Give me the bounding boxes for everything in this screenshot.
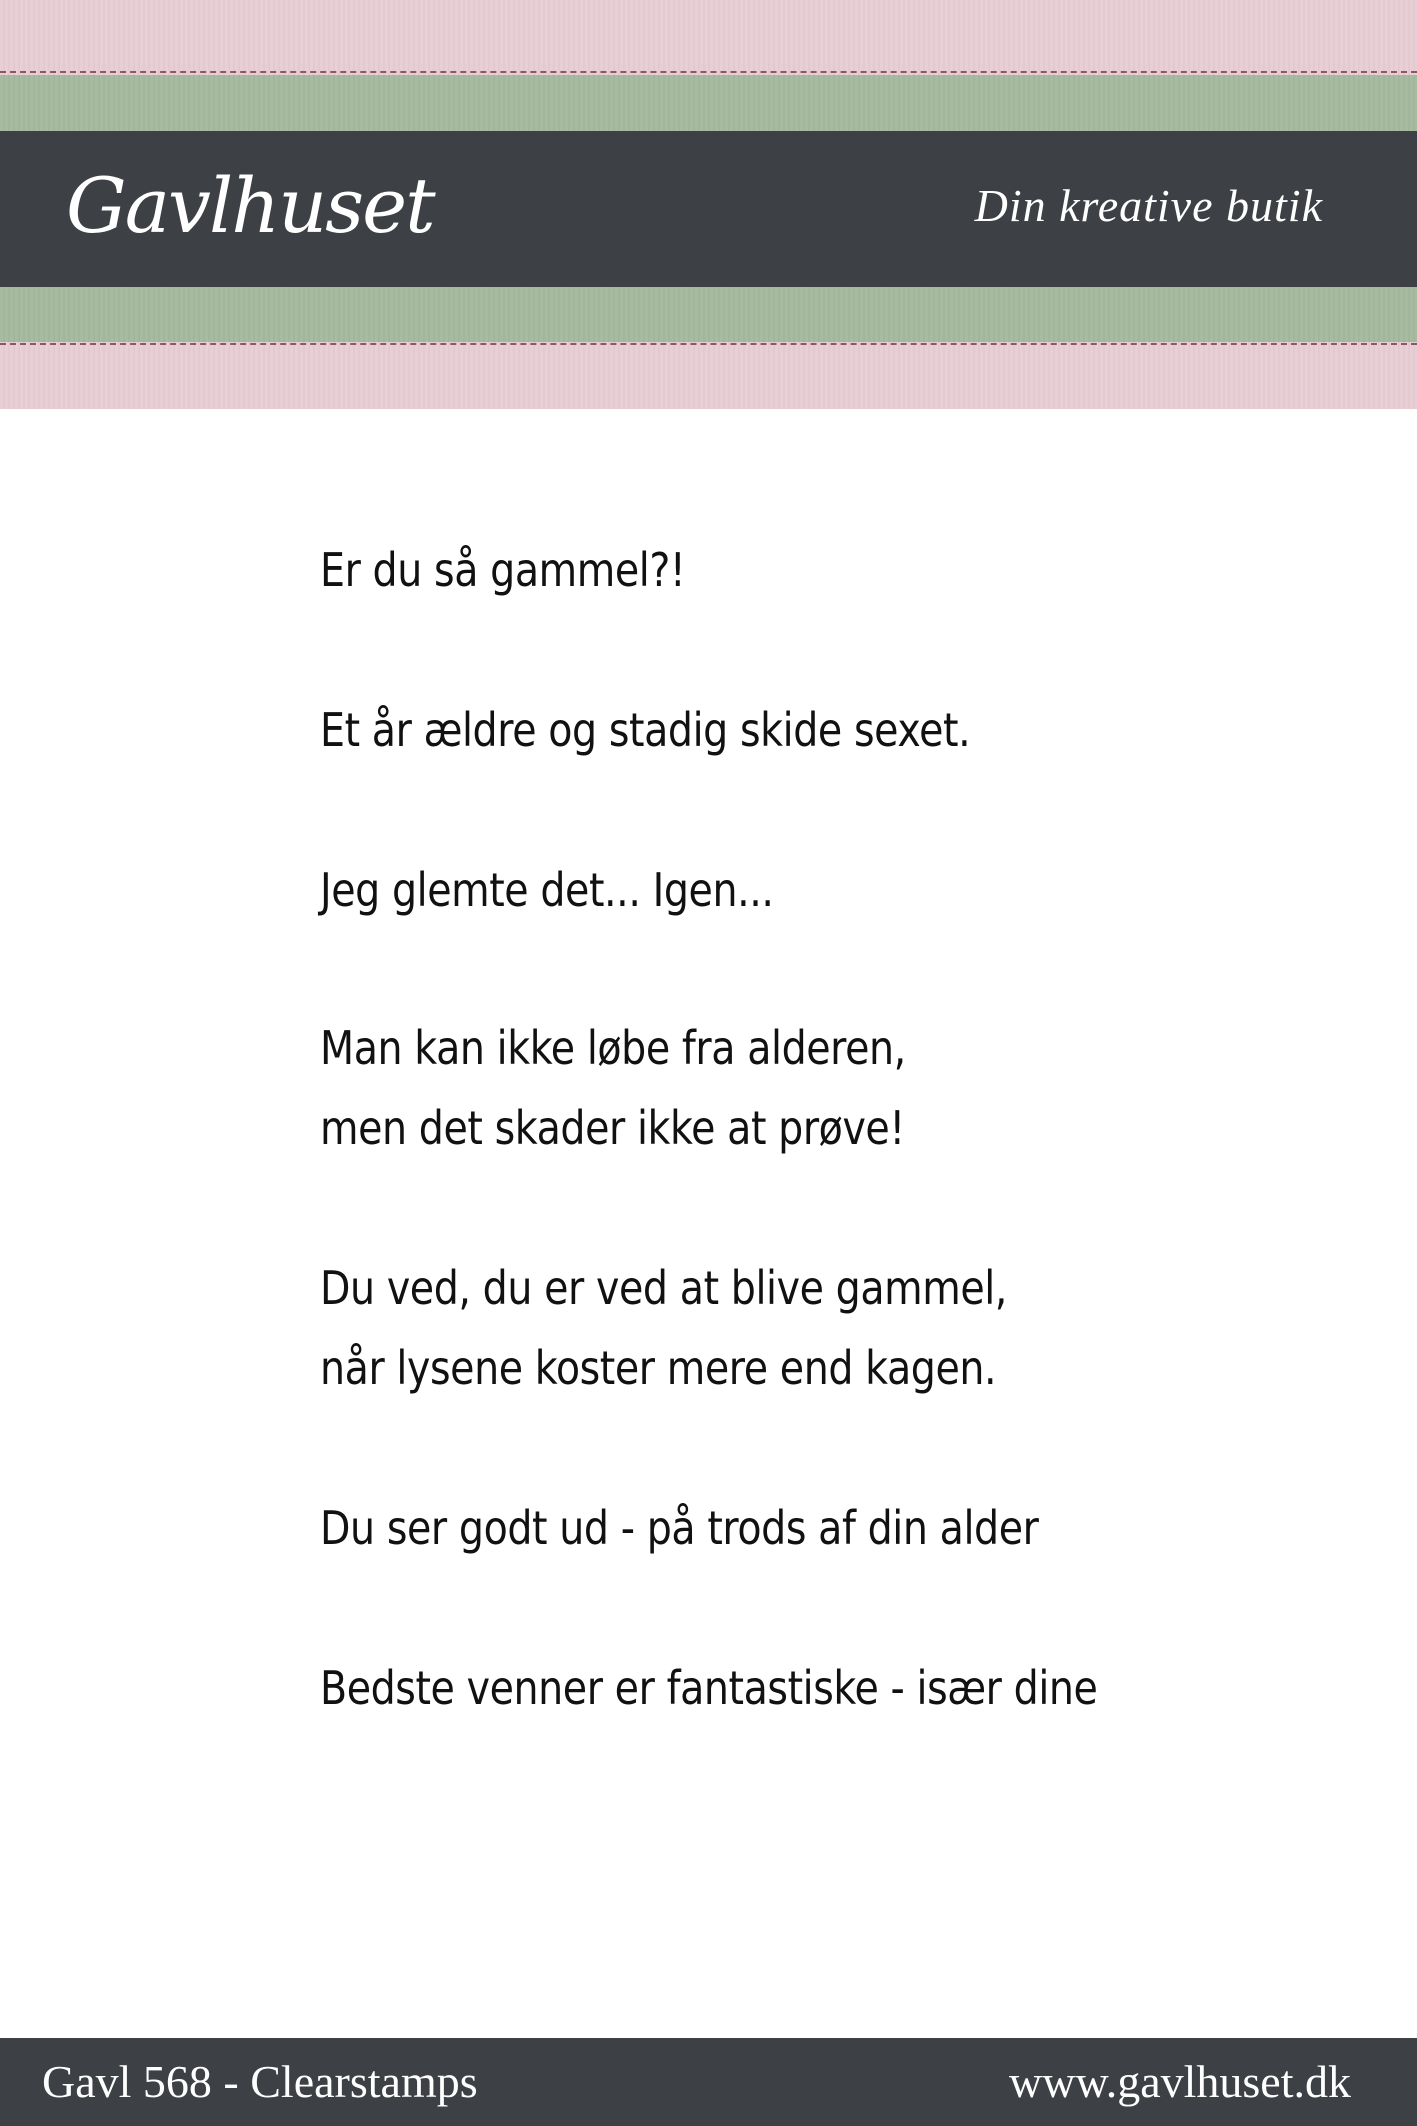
footer-bar [0, 2038, 1417, 2126]
ribbon-pink-band-top [0, 0, 1417, 75]
phrase-line: Man kan ikke løbe fra alderen, [320, 1021, 906, 1075]
phrase-line: Jeg glemte det... Igen... [320, 863, 774, 917]
phrase-line: Er du så gammel?! [320, 543, 686, 597]
ribbon-green-band-top [0, 75, 1417, 131]
brand-logo: Gavlhuset [66, 161, 434, 250]
phrase-line: når lysene koster mere end kagen. [320, 1341, 997, 1395]
header-ribbon [0, 0, 1417, 409]
brand-tagline: Din kreative butik [974, 180, 1323, 231]
phrase-line: Du ser godt ud - på trods af din alder [320, 1501, 1039, 1555]
phrase-line: men det skader ikke at prøve! [320, 1101, 905, 1155]
phrase-line: Et år ældre og stadig skide sexet. [320, 703, 971, 757]
ribbon-stitch-top [0, 71, 1417, 73]
ribbon-stitch-bottom [0, 343, 1417, 345]
website-link[interactable]: www.gavlhuset.dk [1009, 2056, 1351, 2107]
ribbon-green-band-bottom [0, 287, 1417, 342]
phrase-line: Du ved, du er ved at blive gammel, [320, 1261, 1007, 1315]
ribbon-pink-band-bottom [0, 342, 1417, 409]
product-code: Gavl 568 - Clearstamps [42, 2056, 478, 2107]
phrase-line: Bedste venner er fantastiske - især dine [320, 1661, 1098, 1715]
